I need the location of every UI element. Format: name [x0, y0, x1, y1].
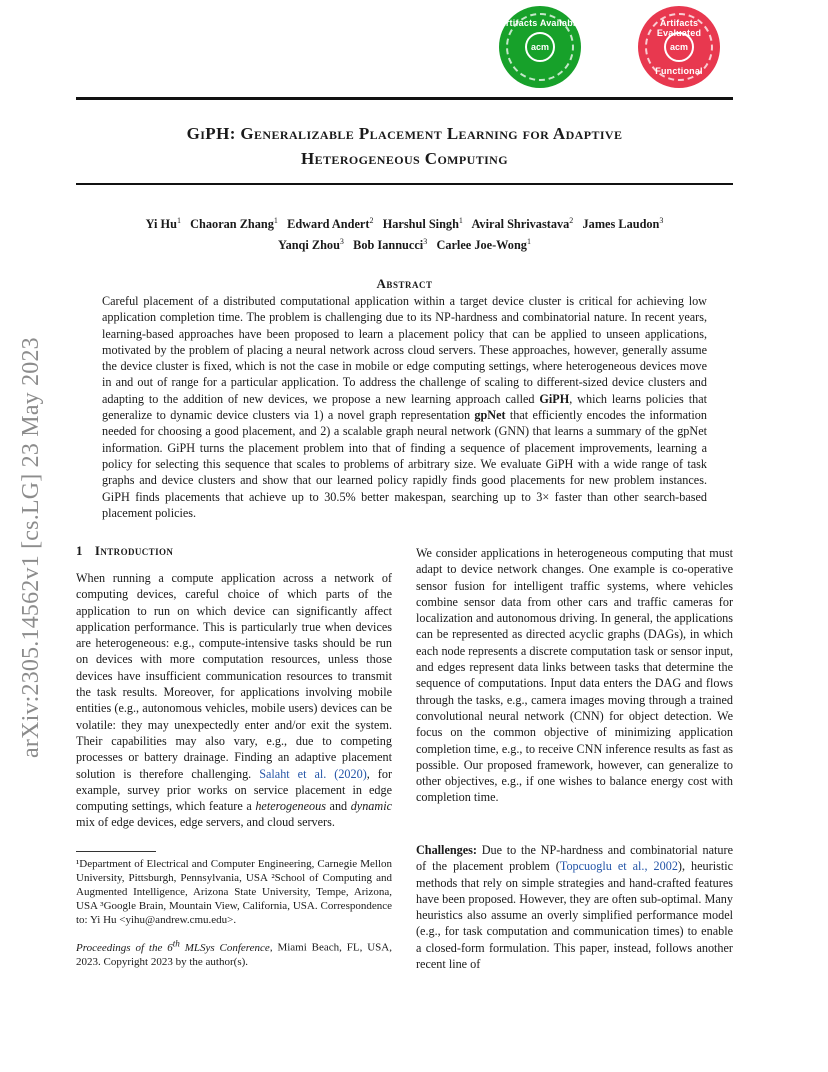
acm-logo-icon: acm	[525, 32, 555, 62]
citation-link[interactable]: Topcuoglu et al., 2002	[559, 859, 678, 874]
title-bottom-rule	[76, 183, 733, 185]
author: Bob Iannucci$^3$	[353, 237, 428, 253]
author: Yi Hu$^1$	[145, 216, 181, 232]
title-line-2: Heterogeneous Computing	[301, 149, 508, 168]
paper-title	[76, 121, 733, 171]
artifacts-evaluated-badge	[638, 6, 720, 88]
citation-link[interactable]: Salaht et al. (2020)	[259, 766, 367, 781]
paragraph: We consider applications in heterogeneous computing that must adapt to device network changes. One example is co-operative sensor fusion for intelligent traffic systems, where vehicles combine sensor data from other cars and traffic cameras for localization and autonomous driving. In general, the applications can be represented as directed acyclic graphs (DAGs), in which each node represents a discrete computation task or sensor input, and edges represent data links between tasks that determine the sequence of computations. Input data enters the DAG and flows through the tasks, e.g., camera images moving through a trained convolutional neural network (CNN) for object detection. We focus on the common objective of minimizing application completion time, e.g., to receive CNN inference results as fast as possible. Our proposed framework, however, can generalize to other objectives, e.g., if one wishes to balance energy cost with completion time.	[416, 546, 733, 805]
author: Carlee Joe-Wong$^1$	[436, 237, 531, 253]
author-line-2	[76, 233, 733, 254]
author: Yanqi Zhou$^3$	[278, 237, 344, 253]
author: Edward Andert$^2$	[287, 216, 374, 232]
author: Chaoran Zhang$^1$	[190, 216, 278, 232]
title-line-1: GiPH: Generalizable Placement Learning for Adaptive	[186, 124, 623, 143]
badge-text: Artifacts Available	[499, 18, 581, 28]
intro-left-column	[76, 570, 392, 831]
affiliations-footnote: ¹Department of Electrical and Computer Engineering, Carnegie Mellon University, Pittsburgh, Pennsylvania, USA ²School of Computing and Augmented Intelligence, Arizona State University, Tempe, Arizona, USA ³Google Brain, Mountain View, California, USA. Correspondence to: Yi Hu <yihu@andrew.cmu.edu>.	[76, 858, 392, 926]
author: Aviral Shrivastava$^2$	[471, 216, 574, 232]
author: Harshul Singh$^1$	[382, 216, 463, 232]
title-top-rule	[76, 97, 733, 100]
badge-text: Artifacts Evaluated	[656, 18, 702, 38]
intro-right-column	[416, 545, 733, 806]
proceedings-note: Proceedings of the 6th MLSys Conference, Miami Beach, FL, USA, 2023. Copyright 2023 by the author(s).	[76, 938, 392, 968]
author-list	[76, 212, 733, 254]
footnote-rule	[76, 851, 156, 852]
acm-logo-icon: acm	[664, 32, 694, 62]
arxiv-watermark: arXiv:2305.14562v1 [cs.LG] 23 May 2023	[18, 337, 44, 758]
paragraph: When running a compute application across a network of computing devices, careful choice of which parts of the application to run on which device can significantly affect application performance. This is particularly true when devices are heterogeneous: e.g., compute-intensive tasks should be run on devices with more computation resources, unless those devices have insufficient communication resources to transmit the task results. Moreover, for applications involving mobile entities (e.g., autonomous vehicles, mobile users) devices can be volatile: they may unexpectedly enter and/or exit the system. Their capabilities may also vary, e.g., due to competing processes or battery drainage. Finding an adaptive placement solution is therefore challenging. Salaht et al. (2020), for example, survey prior works on service placement in edge computing settings, which feature a heterogeneous and dynamic mix of edge devices, edge servers, and cloud servers.	[76, 571, 393, 830]
author: James Laudon$^3$	[582, 216, 664, 232]
author-line-1	[76, 212, 733, 233]
challenges-paragraph: Challenges: Due to the NP-hardness and combinatorial nature of the placement problem (Topcuoglu et al., 2002), heuristic methods that rely on simple strategies and hand-crafted features have been proposed. However, they are often sub-optimal. Many heuristics also assume an overly simplified performance model (e.g., for task computation and communication times) to enable a closed-form formulation. This paper, instead, follows another recent line of	[416, 843, 734, 972]
section-heading: 1 Introduction	[76, 543, 174, 558]
artifacts-available-badge	[499, 6, 581, 88]
badge-subtext: Functional	[655, 66, 703, 76]
abstract-heading: Abstract	[376, 276, 433, 291]
abstract-body: Careful placement of a distributed computational application within a target device cluster is critical for achieving low application completion time. The problem is challenging due to its NP-hardness and combinatorial nature. In recent years, learning-based approaches have been proposed to learn a placement policy that can be applied to unseen applications, motivated by the problem of placing a neural network across cloud servers. These approaches, however, generally assume the device cluster is fixed, which is not the case in mobile or edge computing settings, where heterogeneous devices move in and out of range for a particular application. To address the challenge of scaling to different-sized device clusters and adapting to the addition of new devices, we propose a new learning approach called GiPH, which learns policies that generalize to dynamic device clusters via 1) a novel graph representation gpNet that efficiently encodes the information needed for choosing a good placement, and 2) a scalable graph neural network (GNN) that learns a summary of the gpNet information. GiPH turns the placement problem into that of finding a sequence of placement improvements, learning a policy for selecting this sequence that scales to problems of arbitrary size. We evaluate GiPH with a wide range of task graphs and device clusters and show that our learned policy rapidly finds good placements for new problem instances. GiPH finds placements that achieve up to 30.5% better makespan, searching up to 3× faster than other search-based placement policies.	[102, 294, 707, 520]
